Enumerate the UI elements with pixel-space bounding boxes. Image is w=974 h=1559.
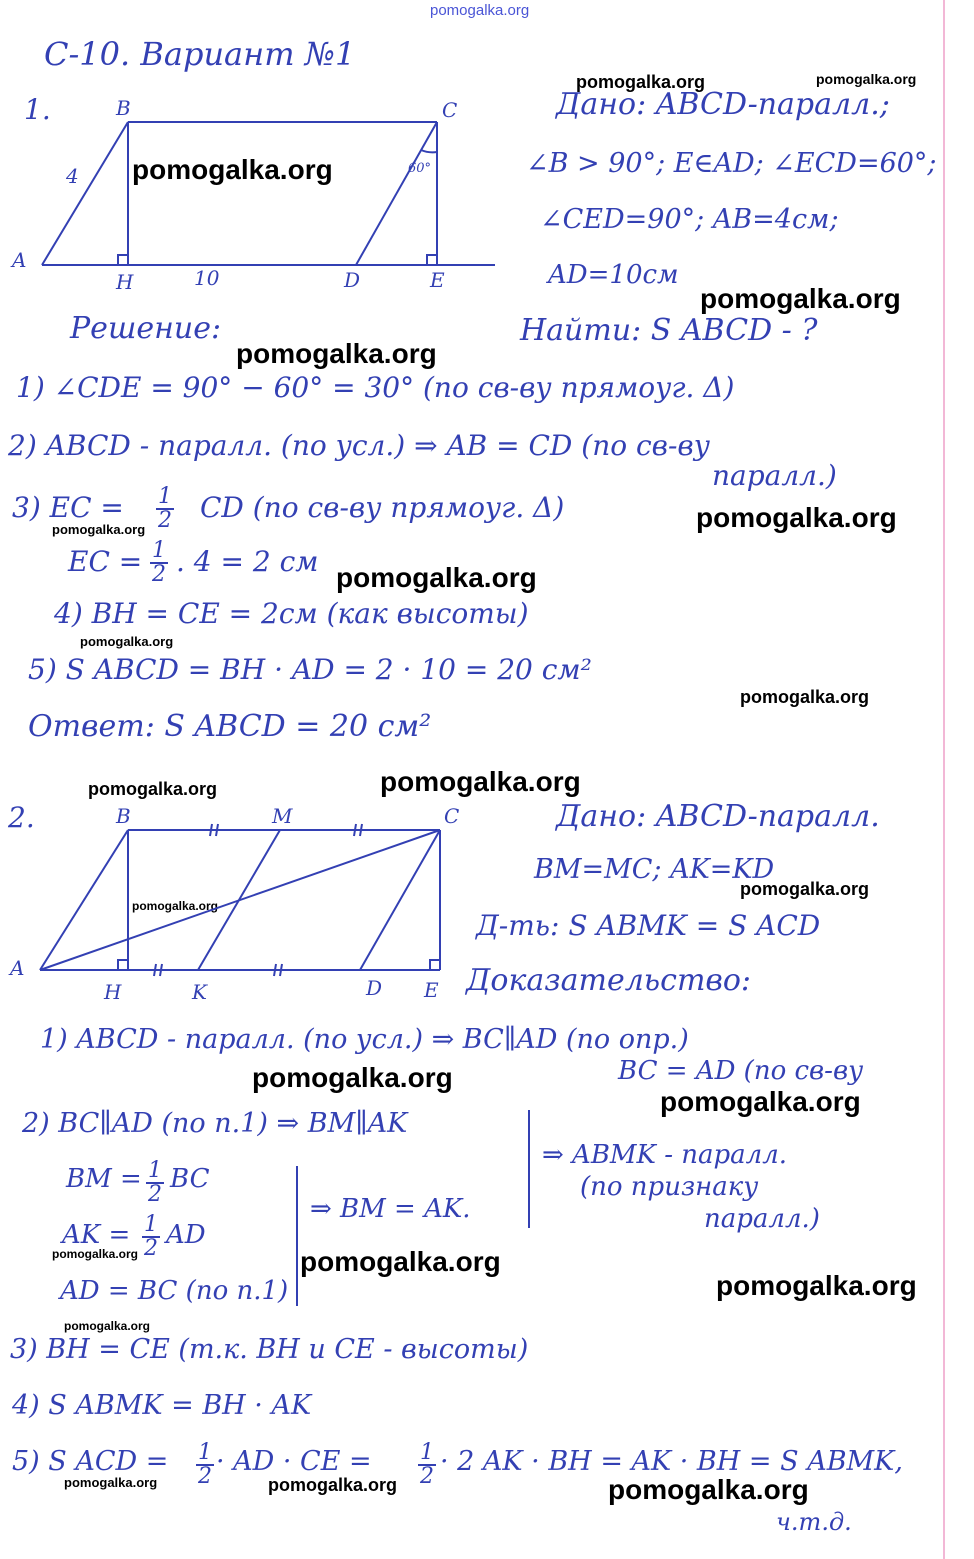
label-m: M	[272, 804, 293, 828]
right-angle-e	[430, 960, 440, 970]
watermark: pomogalka.org	[64, 1475, 158, 1490]
label-side-hd: 10	[194, 266, 220, 290]
watermark: pomogalka.org	[80, 634, 174, 649]
watermark: pomogalka.org	[380, 766, 581, 797]
watermark: pomogalka.org	[816, 71, 917, 87]
p2-step-2: 2) BC∥AD (по п.1) ⇒ BM∥AK	[22, 1108, 408, 1139]
right-angle-h	[118, 960, 128, 970]
watermark: pomogalka.org	[608, 1474, 809, 1505]
p2-ad-bc: AD = BC (по п.1)	[60, 1276, 289, 1306]
watermark: pomogalka.org	[64, 1319, 151, 1333]
given-2: ∠B > 90°; E∈AD; ∠ECD=60°;	[526, 148, 937, 179]
p2-given-1: Дано: ABCD-паралл.	[556, 799, 880, 834]
qed: ч.т.д.	[776, 1508, 852, 1536]
p2-by-sign: (по признаку	[580, 1172, 759, 1202]
watermark: pomogalka.org	[700, 283, 901, 314]
p2-step-5b: · AD · CE =	[216, 1446, 372, 1477]
p2-parall: паралл.)	[704, 1204, 820, 1234]
solution-title: Решение:	[70, 311, 222, 346]
p1-step-3d: . 4 = 2 см	[176, 545, 319, 578]
label-c: C	[444, 804, 460, 828]
watermark: pomogalka.org	[300, 1246, 501, 1277]
watermark: pomogalka.org	[52, 1247, 139, 1261]
segment-mk	[198, 830, 280, 970]
label-h: H	[116, 270, 134, 294]
p1-step-5: 5) S ABCD = BH · AD = 2 · 10 = 20 см²	[28, 653, 592, 686]
p1-step-2: 2) ABCD - паралл. (по усл.) ⇒ AB = CD (по св-ву	[8, 429, 710, 462]
proof-title: Доказательство:	[466, 963, 752, 998]
p2-step-3: 3) BH = CE (т.к. BH и CE - высоты)	[10, 1334, 529, 1365]
label-b: B	[116, 96, 131, 120]
brace-left	[296, 1166, 298, 1306]
label-k: K	[192, 980, 207, 1004]
label-a: A	[12, 248, 27, 272]
p2-step-1: 1) ABCD - паралл. (по усл.) ⇒ BC∥AD (по опр.)	[40, 1024, 689, 1055]
given-3: ∠CED=90°; AB=4см;	[540, 204, 839, 235]
watermark: pomogalka.org	[236, 338, 437, 369]
watermark: pomogalka.org	[52, 522, 146, 537]
page-title: С-10. Вариант №1	[44, 35, 356, 73]
watermark: pomogalka.org	[252, 1062, 453, 1093]
p2-ak-a: AK =	[62, 1220, 131, 1250]
fraction-half: $\frac{1}{2}$	[158, 484, 172, 533]
brace-right	[528, 1110, 530, 1228]
fraction-half: $\frac{1}{2}$	[144, 1212, 158, 1261]
label-angle-60: 60°	[408, 161, 432, 176]
given-1: Дано: ABCD-паралл.;	[556, 87, 890, 122]
label-d: D	[344, 268, 361, 292]
label-c: C	[442, 98, 458, 122]
p1-step-4: 4) BH = CE = 2см (как высоты)	[54, 597, 529, 630]
fraction-half: $\frac{1}{2}$	[198, 1440, 212, 1489]
p2-bm-eq-ak: ⇒ BM = AK.	[310, 1194, 471, 1224]
fraction-half: $\frac{1}{2}$	[148, 1158, 162, 1207]
p1-step-3c: EC =	[68, 545, 143, 578]
label-e: E	[430, 268, 445, 292]
side-ab	[40, 830, 128, 970]
label-h: H	[104, 980, 122, 1004]
p1-step-1: 1) ∠CDE = 90° − 60° = 30° (по св-ву прямоуг. Δ)	[16, 371, 735, 404]
watermark: pomogalka.org	[716, 1270, 917, 1301]
p1-step-3a: 3) EC =	[12, 491, 124, 524]
fraction-half: $\frac{1}{2}$	[420, 1440, 434, 1489]
watermark: pomogalka.org	[336, 562, 537, 593]
find: Найти: S ABCD - ?	[520, 313, 818, 348]
watermark: pomogalka.org	[660, 1086, 861, 1117]
problem1-number: 1.	[24, 93, 51, 126]
p2-bm-a: BM =	[66, 1164, 142, 1194]
side-cd	[360, 830, 440, 970]
p2-step-1-cont: BC = AD (по св-ву	[618, 1056, 864, 1086]
p2-prove: Д-ть: S ABMK = S ACD	[476, 909, 821, 942]
watermark-top: pomogalka.org	[430, 2, 530, 19]
problem2-number: 2.	[8, 801, 35, 834]
watermark: pomogalka.org	[740, 879, 870, 899]
label-a: A	[10, 956, 25, 980]
watermark: pomogalka.org	[88, 779, 218, 799]
label-side-ab: 4	[66, 164, 79, 188]
watermark: pomogalka.org	[132, 899, 219, 913]
watermark: pomogalka.org	[132, 154, 333, 185]
p2-step-5c: · 2 AK · BH = AK · BH = S ABMK,	[440, 1446, 903, 1477]
fraction-half: $\frac{1}{2}$	[152, 538, 166, 587]
label-b: B	[116, 804, 131, 828]
p2-abmk: ⇒ ABMK - паралл.	[542, 1140, 788, 1170]
watermark: pomogalka.org	[696, 502, 897, 533]
p2-ak-b: AD	[166, 1220, 206, 1250]
p2-given-2: BM=MC; AK=KD	[534, 854, 775, 885]
watermark: pomogalka.org	[740, 687, 870, 707]
p2-step-5a: 5) S ACD =	[12, 1446, 169, 1477]
watermark: pomogalka.org	[268, 1475, 398, 1495]
p1-step-2-cont: паралл.)	[712, 459, 837, 492]
label-d: D	[366, 976, 383, 1000]
p2-step-4: 4) S ABMK = BH · AK	[12, 1390, 312, 1421]
label-e: E	[424, 978, 439, 1002]
p1-step-3b: CD (по св-ву прямоуг. Δ)	[200, 491, 565, 524]
given-4: AD=10см	[548, 260, 679, 290]
p2-bm-b: BC	[170, 1164, 210, 1194]
p1-answer: Ответ: S ABCD = 20 см²	[28, 709, 432, 744]
watermark: pomogalka.org	[576, 72, 706, 92]
